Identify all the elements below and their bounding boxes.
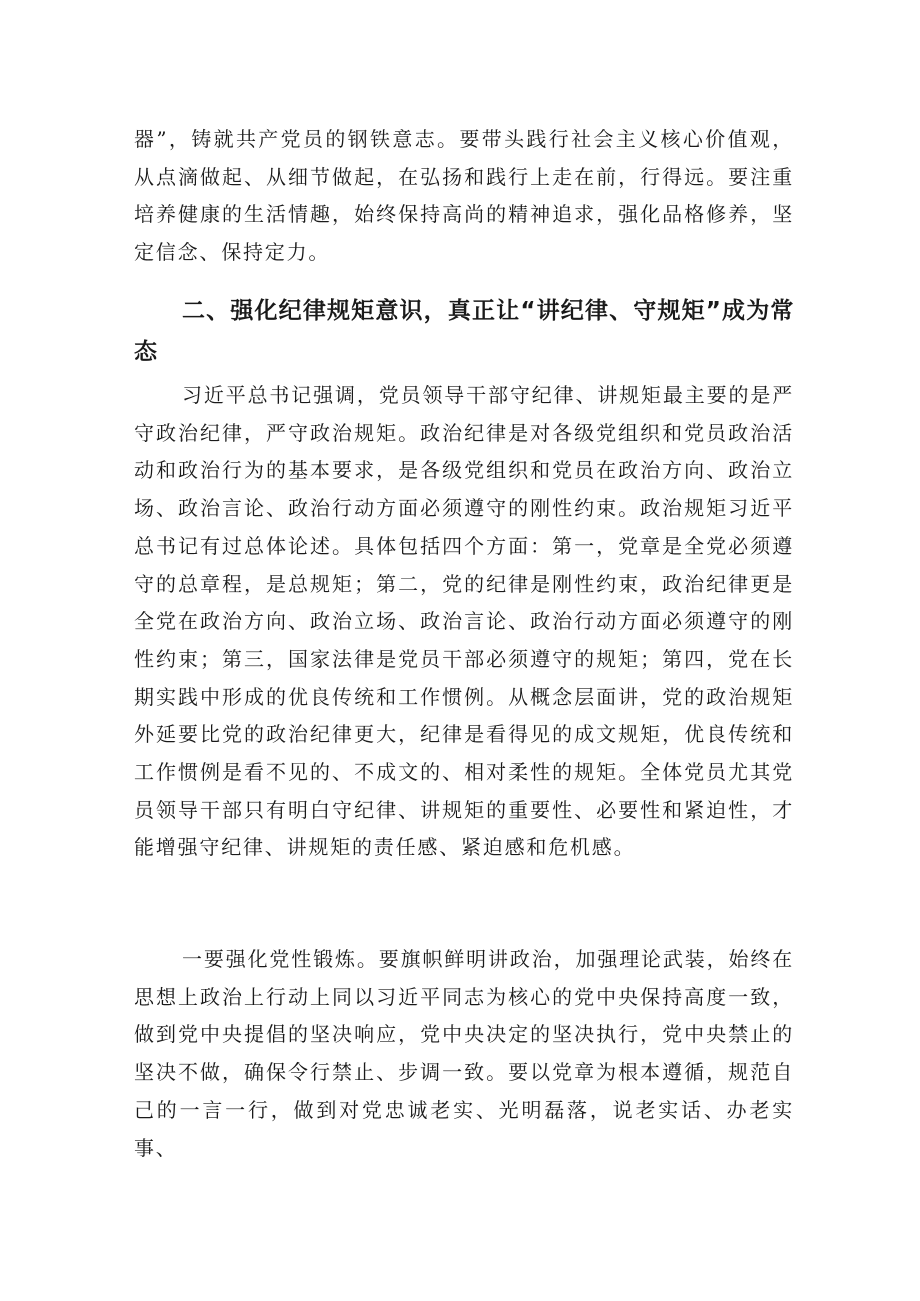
paragraph-continued: 器”，铸就共产党员的钢铁意志。要带头践行社会主义核心价值观，从点滴做起、从细节做起，在弘扬和践行上走在前，行得远。要注重培养健康的生活情趣，始终保持高尚的精神追求，强化品格修养，坚定信念、保持定力。 [134,127,794,265]
paragraph-discipline: 习近平总书记强调，党员领导干部守纪律、讲规矩最主要的是严守政治纪律，严守政治规矩。政治纪律是对各级党组织和党员政治活动和政治行为的基本要求，是各级党组织和党员在政治方向、政治立场、政治言论、政治行动方面必须遵守的刚性约束。政治规矩习近平总书记有过总体论述。具体包括四个方面：第一，党章是全党必须遵守的总章程，是总规矩；第二，党的纪律是刚性约束，政治纪律更是全党在政治方向、政治立场、政治言论、政治行动方面必须遵守的刚性约束；第三，国家法律是党员干部必须遵守的规矩；第四，党在长期实践中形成的优良传统和工作惯例。从概念层面讲，党的政治规矩外延要比党的政治纪律更大，纪律是看得见的成文规矩，优良传统和工作惯例是看不见的、不成文的、相对柔性的规矩。全体党员尤其党员领导干部只有明白守纪律、讲规矩的重要性、必要性和紧迫性，才能增强守纪律、讲规矩的责任感、紧迫感和危机感。 [134,383,794,860]
paragraph-party-spirit: 一要强化党性锻炼。要旗帜鲜明讲政治，加强理论武装，始终在思想上政治上行动上同以习近平同志为核心的党中央保持高度一致，做到党中央提倡的坚决响应，党中央决定的坚决执行，党中央禁止的坚决不做，确保令行禁止、步调一致。要以党章为根本遵循，规范自己的一言一行，做到对党忠诚老实、光明磊落，说老实话、办老实事、 [134,947,794,1160]
section-heading: 二、强化纪律规矩意识，真正让“讲纪律、守规矩”成为常态 [134,298,794,365]
